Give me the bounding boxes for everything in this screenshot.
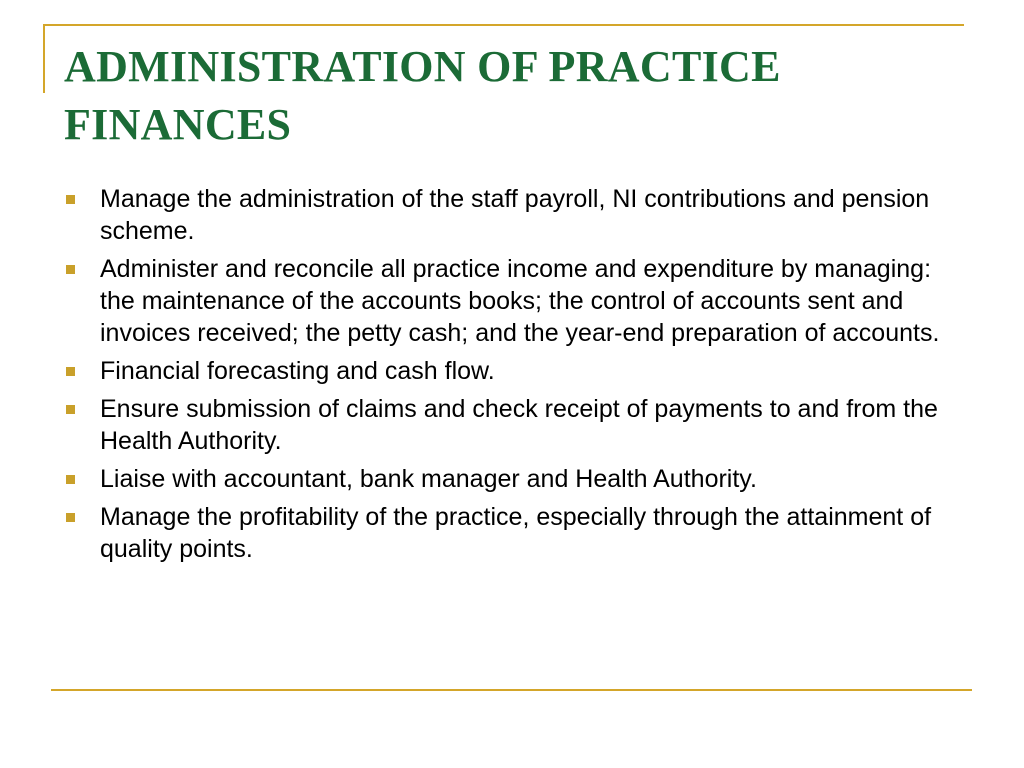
frame-top-line (43, 24, 964, 26)
square-bullet-icon (66, 405, 75, 414)
square-bullet-icon (66, 475, 75, 484)
square-bullet-icon (66, 195, 75, 204)
bullet-text: Administer and reconcile all practice income and expenditure by managing: the maintenance of the accounts books; the control of accounts sent and invoices received; the petty cash; and the year-end preparation of accounts. (100, 255, 940, 347)
square-bullet-icon (66, 367, 75, 376)
square-bullet-icon (66, 265, 75, 274)
square-bullet-icon (66, 513, 75, 522)
bullet-item (64, 253, 964, 349)
bullet-item (64, 463, 964, 495)
bullet-text: Ensure submission of claims and check receipt of payments to and from the Health Authority. (100, 395, 938, 455)
bullet-item (64, 393, 964, 457)
frame-bottom-line (51, 689, 972, 691)
slide-title: ADMINISTRATION OF PRACTICE FINANCES (64, 42, 781, 149)
bullet-text: Liaise with accountant, bank manager and Health Authority. (100, 465, 757, 493)
bullet-list (64, 183, 964, 571)
frame-left-line (43, 24, 45, 93)
bullet-text: Manage the administration of the staff payroll, NI contributions and pension scheme. (100, 185, 930, 245)
bullet-item (64, 355, 964, 387)
bullet-item (64, 183, 964, 247)
bullet-text: Manage the profitability of the practice, especially through the attainment of quality points. (100, 503, 932, 563)
bullet-text: Financial forecasting and cash flow. (100, 357, 495, 385)
bullet-item (64, 501, 964, 565)
